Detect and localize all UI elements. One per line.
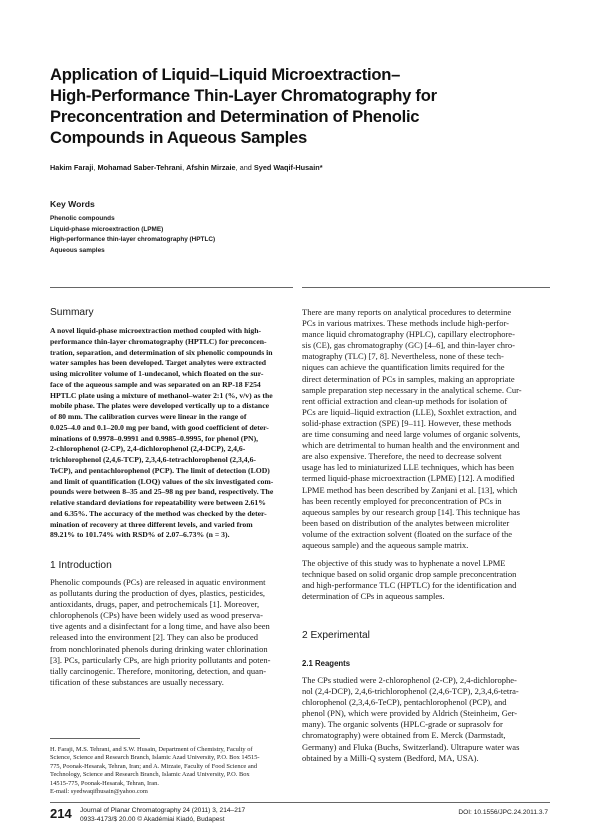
- text-line: usage has led to miniaturized LLE techniques, which has been: [302, 462, 514, 473]
- text-line: The CPs studied were 2-chlorophenol (2-CP), 2,4-dichlorophe-: [302, 675, 517, 685]
- text-line: chromatography) were obtained from E. Merck (Darmstadt,: [302, 730, 506, 741]
- text-line: been based on distribution of the analytes between microliter: [302, 517, 510, 528]
- summary-text: [50, 326, 273, 541]
- text-line: niques can achieve the quantification limits required for the: [302, 362, 505, 373]
- text-line: as pollutants during the production of dyes, plastics, pesticides,: [50, 588, 266, 599]
- summary-line: minations of 0.9978–0.9991 and 0.9985–0.9995, for phenol (PN),: [50, 433, 259, 443]
- summary-line: mination of recovery at three different levels, and varied from: [50, 519, 253, 529]
- author-name: Mohamad Saber-Tehrani: [97, 163, 183, 172]
- author-list: Hakim Faraji, Mohamad Saber-Tehrani, Afshin Mirzaie, and Syed Waqif-Husain*: [50, 163, 323, 172]
- divider-right-top: [302, 287, 550, 288]
- text-line: tive agents and a disinfectant for a long time, and have also been: [50, 621, 270, 632]
- text-line: and high-performance TLC (HPTLC) for the identification and: [302, 580, 517, 591]
- text-line: chlorophenols (CPs) have been widely used as wood preserva-: [50, 610, 263, 621]
- summary-line: relative standard deviations for repeatability were between 2.61%: [50, 498, 266, 507]
- summary-line: HPTLC plate using a mixture of methanol–water 2:1 (%, v/v) as the: [50, 390, 273, 400]
- author-name: Syed Waqif-Husain*: [253, 163, 323, 172]
- summary-line: and limit of quantification (LOQ) values of the six investigated com-: [50, 476, 274, 486]
- keyword-item: Liquid-phase microextraction (LPME): [50, 225, 164, 233]
- summary-line: A novel liquid-phase microextraction method coupled with high-: [50, 326, 262, 335]
- text-line: chlorophenol (2,3,4,6-TeCP), pentachlorophenol (PCP), and: [302, 697, 507, 708]
- keyword-item: Phenolic compounds: [50, 215, 115, 222]
- text-line: mance liquid chromatography (HPLC), capillary electrophore-: [302, 329, 515, 340]
- text-line: from nonchlorinated phenols during drinking water chlorination: [50, 643, 268, 654]
- summary-heading: Summary: [50, 307, 94, 318]
- summary-line: pounds were between 8–35 and 25–98 ng per band, respectively. The: [50, 487, 274, 497]
- text-line: termed liquid-phase microextraction (LPME) [12]. A modified: [302, 473, 515, 484]
- text-line: tification of these substances are usually necessary.: [50, 676, 224, 687]
- text-line: tially carcinogenic. Therefore, monitoring, detection, and quan-: [50, 665, 267, 676]
- text-line: matography (TLC) [7, 8]. Nevertheless, none of these tech-: [302, 351, 504, 362]
- text-line: rent official extraction and clean-up methods for isolation of: [302, 395, 508, 406]
- text-line: antioxidants, drugs, paper, and petrochemicals [1]. Moreover,: [50, 599, 260, 610]
- footnote-line: 14515-775, Poonak-Hesarak, Tehran, Iran.: [50, 779, 159, 787]
- summary-line: and 6.35%. The accuracy of the method was checked by the deter-: [50, 508, 267, 518]
- text-line: volume of the extraction solvent (floated on the surface of the: [302, 528, 513, 539]
- footnote-line: H. Faraji, M.S. Tehrani, and S.W. Husain, Department of Chemistry, Faculty of: [50, 746, 253, 753]
- text-line: sample preparation step necessary in the analytical scheme. Cur-: [302, 384, 522, 395]
- text-line: direct determination of PCs in samples, making an appropriate: [302, 373, 515, 384]
- right-column-text: [302, 307, 522, 551]
- text-line: sis (CE), gas chromatography (GC) [4–6], and thin-layer chro-: [302, 340, 515, 351]
- text-line: PCs in various matrixes. These methods include high-perfor-: [302, 318, 509, 329]
- summary-line: 2-chlorophenol (2-CP), 2,4-dichlorophenol (2,4-DCP), 2,4,6-: [50, 444, 246, 454]
- text-line: Phenolic compounds (PCs) are released in aquatic environment: [50, 577, 266, 587]
- author-conjunction: and: [239, 163, 252, 172]
- introduction-text: [50, 577, 271, 688]
- text-line: are time consuming and need large volumes of organic solvents,: [302, 429, 521, 440]
- doi-label: DOI: 10.1556/JPC.24.2011.3.7: [458, 809, 548, 816]
- summary-line: performance thin-layer chromatography (HPTLC) for preconcen-: [50, 336, 267, 346]
- text-line: PCs are liquid–liquid extraction (LLE), Soxhlet extraction, and: [302, 406, 517, 417]
- text-line: nol (2,4-DCP), 2,4,6-trichlorophenol (2,4,6-TCP), 2,3,4,6-tetra-: [302, 686, 519, 697]
- introduction-heading: 1 Introduction: [50, 560, 112, 571]
- text-line: determination of CPs in aqueous samples.: [302, 591, 445, 602]
- article-title: [50, 64, 520, 148]
- page-number: 214: [50, 806, 72, 821]
- journal-citation: [80, 807, 245, 824]
- keywords-heading: Key Words: [50, 199, 95, 209]
- text-line: technique based on solid organic drop sample preconcentration: [302, 569, 517, 580]
- summary-line: 89.21% to 101.74% with RSD% of 2.07–6.73% (n = 3).: [50, 530, 230, 540]
- text-line: LPME method has been described by Zanjani et al. [13], which: [302, 484, 518, 495]
- title-line: Compounds in Aqueous Samples: [50, 128, 307, 147]
- objective-paragraph: [302, 558, 516, 602]
- text-line: [3]. PCs, particularly CPs, are high priority pollutants and poten-: [50, 654, 271, 665]
- keywords-list: [50, 214, 215, 256]
- reagents-heading: 2.1 Reagents: [302, 659, 351, 668]
- footer-divider: [50, 802, 550, 803]
- text-line: which are detrimental to human health and the environment and: [302, 440, 520, 451]
- summary-line: mobile phase. The plates were developed vertically up to a distance: [50, 401, 270, 411]
- author-name: Hakim Faraji: [50, 163, 94, 172]
- summary-line: tration, separation, and determination of six phenolic compounds in: [50, 347, 273, 357]
- keyword-item: High-performance thin-layer chromatography (HPTLC): [50, 236, 216, 244]
- citation-line: Journal of Planar Chromatography 24 (2011) 3, 214–217: [80, 807, 246, 814]
- reagents-text: [302, 675, 519, 764]
- title-line: Application of Liquid–Liquid Microextraction–: [50, 65, 401, 84]
- text-line: obtained by a Milli-Q system (Bedford, MA, USA).: [302, 752, 479, 763]
- footnote-divider: [50, 738, 140, 739]
- keyword-item: Aqueous samples: [50, 246, 105, 254]
- title-line: Preconcentration and Determination of Phenolic: [50, 107, 420, 126]
- author-name: Afshin Mirzaie: [186, 163, 236, 172]
- text-line: released into the environment [2]. They can also be produced: [50, 632, 259, 643]
- text-line: aqueous sample) and the aqueous sample matrix.: [302, 539, 469, 550]
- text-line: Germany) and Fluka (Buchs, Switzerland). Ultrapure water was: [302, 741, 520, 752]
- experimental-heading: 2 Experimental: [302, 630, 370, 641]
- footnote-line: Science, Science and Research Branch, Islamic Azad University, P.O. Box 14515-: [50, 754, 260, 762]
- summary-line: TeCP), and pentachlorophenol (PCP). The limit of detection (LOD): [50, 465, 270, 475]
- summary-line: trichlorophenol (2,4,6-TCP), 2,3,4,6-tetrachlorophenol (2,3,4,6-: [50, 455, 256, 464]
- text-line: phenol (PN), which were provided by Aldrich (Steinheim, Ger-: [302, 708, 518, 719]
- text-line: The objective of this study was to hyphenate a novel LPME: [302, 558, 506, 568]
- text-line: There are many reports on analytical procedures to determine: [302, 307, 512, 317]
- text-line: has been recently employed for preconcentration of PCs in: [302, 495, 502, 506]
- summary-line: of 80 mm. The calibration curves were linear in the range of: [50, 412, 247, 421]
- text-line: solid-phase extraction (SPE) [9–11]. However, these methods: [302, 417, 512, 428]
- text-line: are also expensive. Therefore, the need to decrease solvent: [302, 451, 502, 462]
- divider-left-top: [50, 287, 293, 288]
- footnote-email: E-mail: syedwaqifhusain@yahoo.com: [50, 788, 148, 796]
- footnote-line: 775, Poonak-Hesarak, Tehran, Iran; and A. Mirzaie, Faculty of Food Science and: [50, 762, 258, 770]
- affiliation-footnote: [50, 746, 260, 796]
- footnote-line: Technology, Science and Research Branch, Islamic Azad University, P.O. Box: [50, 771, 250, 779]
- text-line: many). The organic solvents (HPLC-grade or suprasolv for: [302, 719, 503, 730]
- text-line: aqueous samples by our research group [14]. This technique has: [302, 506, 520, 517]
- title-line: High-Performance Thin-Layer Chromatography for: [50, 86, 437, 105]
- summary-line: using microliter volume of 1-undecanol, which floated on the sur-: [50, 369, 264, 378]
- citation-line: 0933-4173/$ 20.00 © Akadémiai Kiadó, Budapest: [80, 815, 225, 823]
- summary-line: 0.025–4.0 and 0.1–20.0 mg per band, with good coefficient of deter-: [50, 422, 269, 432]
- summary-line: water samples has been developed. Target analytes were extracted: [50, 358, 267, 368]
- summary-line: face of the aqueous sample and was separated on an RP-18 F254: [50, 379, 261, 389]
